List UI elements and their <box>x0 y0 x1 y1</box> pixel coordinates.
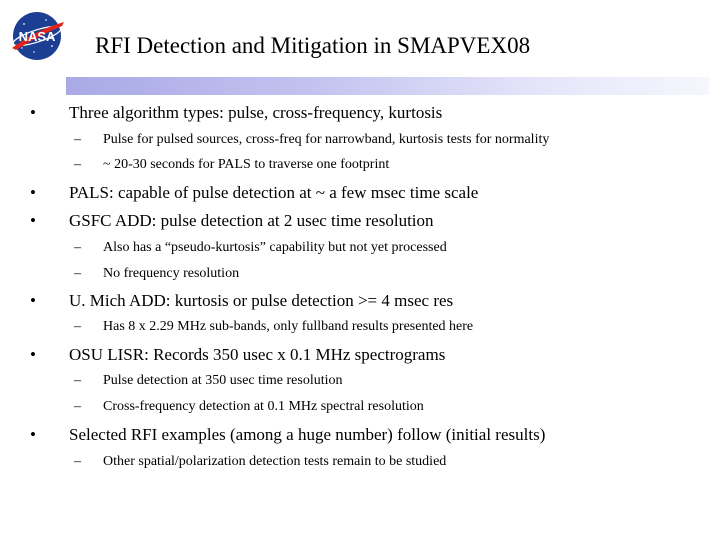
bullet-dot: • <box>30 183 36 202</box>
sub-bullet-item <box>30 264 710 284</box>
bullet-text: Selected RFI examples (among a huge number) follow (initial results) <box>69 425 546 444</box>
sub-bullet-dash: – <box>74 157 81 172</box>
bullet-item <box>30 424 710 446</box>
sub-bullet-item <box>30 155 710 175</box>
bullet-text: PALS: capable of pulse detection at ~ a few msec time scale <box>69 183 479 202</box>
sub-bullet-dash: – <box>74 319 81 334</box>
bullet-list <box>30 100 710 472</box>
bullet-text: U. Mich ADD: kurtosis or pulse detection >= 4 msec res <box>69 291 454 310</box>
sub-bullet-text: Pulse for pulsed sources, cross-freq for narrowband, kurtosis tests for normality <box>103 132 550 147</box>
bullet-text: OSU LISR: Records 350 usec x 0.1 MHz spectrograms <box>69 345 446 364</box>
sub-bullet-dash: – <box>74 373 81 388</box>
logo-lettering: NASA <box>18 29 56 44</box>
sub-bullet-item <box>30 238 710 258</box>
bullet-text: GSFC ADD: pulse detection at 2 usec time resolution <box>69 211 434 230</box>
nasa-logo <box>8 10 66 62</box>
sub-bullet-dash: – <box>74 132 81 147</box>
sub-bullet-text: Cross-frequency detection at 0.1 MHz spectral resolution <box>103 399 424 414</box>
sub-bullet-item <box>30 317 710 337</box>
bullet-dot: • <box>30 291 36 310</box>
nasa-meatball-icon <box>8 10 66 62</box>
title-rule <box>66 77 709 95</box>
bullet-item <box>30 344 710 366</box>
sub-bullet-text: Other spatial/polarization detection tests remain to be studied <box>103 454 447 469</box>
bullet-dot: • <box>30 103 36 122</box>
bullet-text: Three algorithm types: pulse, cross-frequency, kurtosis <box>69 103 443 122</box>
sub-bullet-item <box>30 397 710 417</box>
sub-bullet-text: No frequency resolution <box>103 266 240 281</box>
bullet-item <box>30 182 710 204</box>
sub-bullet-text: Has 8 x 2.29 MHz sub-bands, only fullband results presented here <box>103 319 474 334</box>
bullet-dot: • <box>30 345 36 364</box>
bullet-dot: • <box>30 211 36 230</box>
sub-bullet-text: Pulse detection at 350 usec time resolution <box>103 373 343 388</box>
slide-title: RFI Detection and Mitigation in SMAPVEX08 <box>95 33 531 58</box>
bullet-item <box>30 102 710 124</box>
sub-bullet-dash: – <box>74 266 81 281</box>
sub-bullet-item <box>30 452 710 472</box>
bullet-item <box>30 290 710 312</box>
sub-bullet-dash: – <box>74 399 81 414</box>
sub-bullet-text: Also has a “pseudo-kurtosis” capability but not yet processed <box>103 240 447 255</box>
sub-bullet-item <box>30 371 710 391</box>
bullet-dot: • <box>30 425 36 444</box>
sub-bullet-item <box>30 130 710 150</box>
sub-bullet-dash: – <box>74 240 81 255</box>
sub-bullet-dash: – <box>74 454 81 469</box>
sub-bullet-text: ~ 20-30 seconds for PALS to traverse one footprint <box>103 157 390 172</box>
bullet-item <box>30 210 710 232</box>
